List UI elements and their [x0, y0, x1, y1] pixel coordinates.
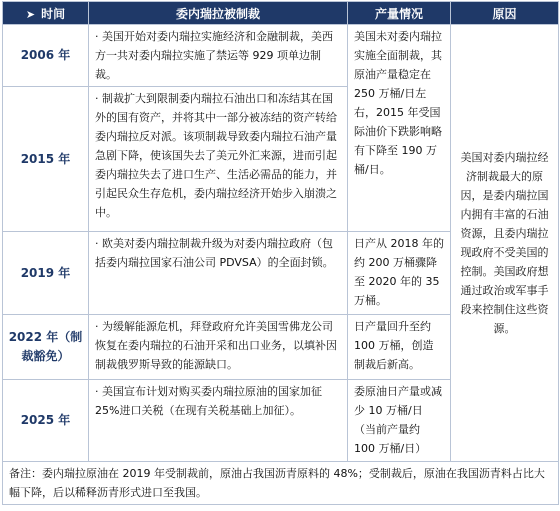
note-cell: 备注：委内瑞拉原油在 2019 年受制裁前，原油占我国沥青原料的 48%；受制裁后，原油在我国沥青料占比大幅下降，后以稀释沥青形式进口至我国。: [3, 462, 559, 505]
sanction-cell: · 欧美对委内瑞拉制裁升级为对委内瑞拉政府（包括委内瑞拉国家石油公司 PDVSA）的全面封锁。: [89, 232, 348, 315]
sanction-cell: · 美国开始对委内瑞拉实施经济和金融制裁，美西方一共对委内瑞拉实施了禁运等 929 项单边制裁。: [89, 25, 348, 87]
year-cell: 2022 年（制裁豁免）: [3, 315, 89, 380]
sanction-cell: · 为缓解能源危机，拜登政府允许美国雪佛龙公司恢复在委内瑞拉的石油开采和出口业务，以填补因制裁俄罗斯导致的能源缺口。: [89, 315, 348, 380]
header-output: 产量情况: [348, 2, 451, 25]
year-cell: 2019 年: [3, 232, 89, 315]
output-cell: 日产从 2018 年的约 200 万桶骤降至 2020 年的 35 万桶。: [348, 232, 451, 315]
arrow-icon: ➤: [25, 7, 36, 21]
year-cell: 2015 年: [3, 87, 89, 232]
year-cell: 2006 年: [3, 25, 89, 87]
table-row: [3, 25, 559, 87]
header-row: [3, 2, 559, 25]
note-row: [3, 462, 559, 505]
output-cell: 委原油日产量或减少 10 万桶/日（当前产量约 100 万桶/日）: [348, 380, 451, 462]
output-cell: 日产量回升至约 100 万桶，创造制裁后新高。: [348, 315, 451, 380]
header-time-label: 时间: [41, 6, 66, 21]
year-cell: 2025 年: [3, 380, 89, 462]
header-sanctions: 委内瑞拉被制裁: [89, 2, 348, 25]
output-cell: 美国未对委内瑞拉实施全面制裁，其原油产量稳定在 250 万桶/日左右，2015 年受国际油价下跌影响略有下降至 190 万桶/日。: [348, 25, 451, 232]
reason-cell: 美国对委内瑞拉经济制裁最大的原因，是委内瑞拉国内拥有丰富的石油资源，且委内瑞拉现政府不受美国的控制。美国政府想通过政治或军事手段来控制住这些资源。: [451, 25, 559, 462]
header-reason: 原因: [451, 2, 559, 25]
sanction-cell: · 制裁扩大到限制委内瑞拉石油出口和冻结其在国外的国有资产，并将其中一部分被冻结的资产转给委内瑞拉反对派。该项制裁导致委内瑞拉石油产量急剧下降，使该国失去了美元外汇来源，进而引起委内瑞拉失去了进口生产、生活必需品的能力，并引起民众生存危机，委内瑞拉经济开始步入崩溃之中。: [89, 87, 348, 232]
sanctions-table: [2, 1, 559, 505]
header-time: [3, 2, 89, 25]
sanction-cell: · 美国宣布计划对购买委内瑞拉原油的国家加征 25%进口关税（在现有关税基础上加征）。: [89, 380, 348, 462]
